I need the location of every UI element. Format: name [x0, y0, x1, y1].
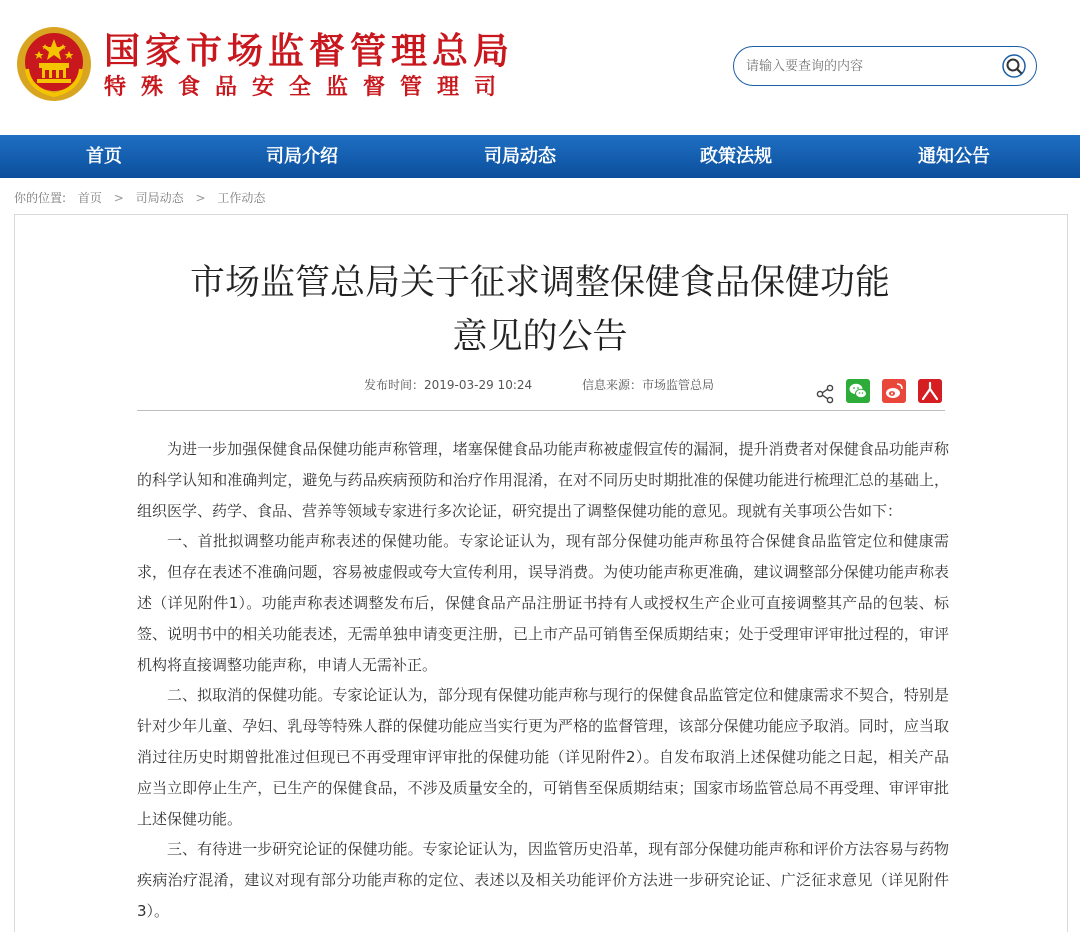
search-input[interactable] — [746, 55, 996, 77]
national-emblem-icon — [15, 25, 93, 103]
main-nav — [0, 135, 1080, 178]
article-paragraph: 为进一步加强保健食品保健功能声称管理，堵塞保健食品功能声称被虚假宣传的漏洞，提升消费者对保健食品功能声称的科学认知和准确判定，避免与药品疾病预防和治疗作用混淆，在对不同历史时期批准的保健功能进行梳理汇总的基础上，组织医学、药学、食品、营养等领域专家进行多次论证，研究提出了调整保健功能的意见。现就有关事项公告如下： — [137, 440, 949, 520]
wechat-icon[interactable] — [846, 379, 870, 403]
nav-bureau-news[interactable]: 司局动态 — [484, 146, 556, 167]
breadcrumb-item-work-news[interactable]: 工作动态 — [217, 191, 266, 205]
article-title-line: 意见的公告 — [452, 317, 628, 357]
article-paragraph: 一、首批拟调整功能声称表述的保健功能。专家论证认为，现有部分保健功能声称虽符合保健食品监管定位和健康需求，但存在表述不准确问题，容易被虚假或夸大宣传利用，误导消费。为使功能声称更准确，建议调整部分保健功能声称表述（详见附件1）。功能声称表述调整发布后，保健食品产品注册证书持有人或授权生产企业可直接调整其产品的包装、标签、说明书中的相关功能表述，无需单独申请变更注册，已上市产品可销售至保质期结束；处于受理审评审批过程的，审评机构将直接调整功能声称，申请人无需补正。 — [137, 532, 949, 674]
site-subtitle: 特殊食品安全监督管理司 — [104, 75, 512, 100]
breadcrumb-separator: > — [195, 191, 206, 205]
people-daily-icon[interactable] — [918, 379, 942, 403]
search-icon[interactable] — [1002, 54, 1026, 78]
breadcrumb — [14, 189, 265, 206]
article-title-line: 市场监管总局关于征求调整保健食品保健功能 — [189, 263, 890, 303]
nav-home[interactable]: 首页 — [86, 146, 122, 167]
share-icon[interactable] — [814, 383, 836, 405]
article-source: 信息来源：市场监管总局 — [582, 378, 715, 392]
breadcrumb-item-home[interactable]: 首页 — [77, 191, 102, 205]
site-header — [0, 0, 1080, 135]
breadcrumb-label: 你的位置: — [14, 191, 67, 205]
site-title: 国家市场监督管理总局 — [104, 31, 515, 72]
publish-time: 发布时间：2019-03-29 10:24 — [364, 378, 533, 392]
weibo-icon[interactable] — [882, 379, 906, 403]
nav-notices[interactable]: 通知公告 — [918, 146, 990, 167]
article-paragraph: 三、有待进一步研究论证的保健功能。专家论证认为，因监管历史沿革，现有部分保健功能声称和评价方法容易与药物疾病治疗混淆，建议对现有部分功能声称的定位、表述以及相关功能评价方法进一步研究论证、广泛征求意见（详见附件3）。 — [137, 840, 949, 920]
breadcrumb-separator: > — [113, 191, 124, 205]
breadcrumb-item-bureau-news[interactable]: 司局动态 — [135, 191, 184, 205]
divider — [137, 410, 945, 411]
search-box — [733, 46, 1037, 86]
article-paragraph: 二、拟取消的保健功能。专家论证认为，部分现有保健功能声称与现行的保健食品监管定位和健康需求不契合，特别是针对少年儿童、孕妇、乳母等特殊人群的保健功能应当实行更为严格的监督管理，该部分保健功能应予取消。同时，应当取消过往历史时期曾批准过但现已不再受理审评审批的保健功能（详见附件2）。自发布取消上述保健功能之日起，相关产品应当立即停止生产，已生产的保健食品，不涉及质量安全的，可销售至保质期结束；国家市场监管总局不再受理、审评审批上述保健功能。 — [137, 686, 949, 828]
article-body — [137, 434, 949, 927]
nav-bureau-intro[interactable]: 司局介绍 — [266, 146, 338, 167]
nav-policy[interactable]: 政策法规 — [700, 146, 772, 167]
article-title — [120, 256, 960, 364]
